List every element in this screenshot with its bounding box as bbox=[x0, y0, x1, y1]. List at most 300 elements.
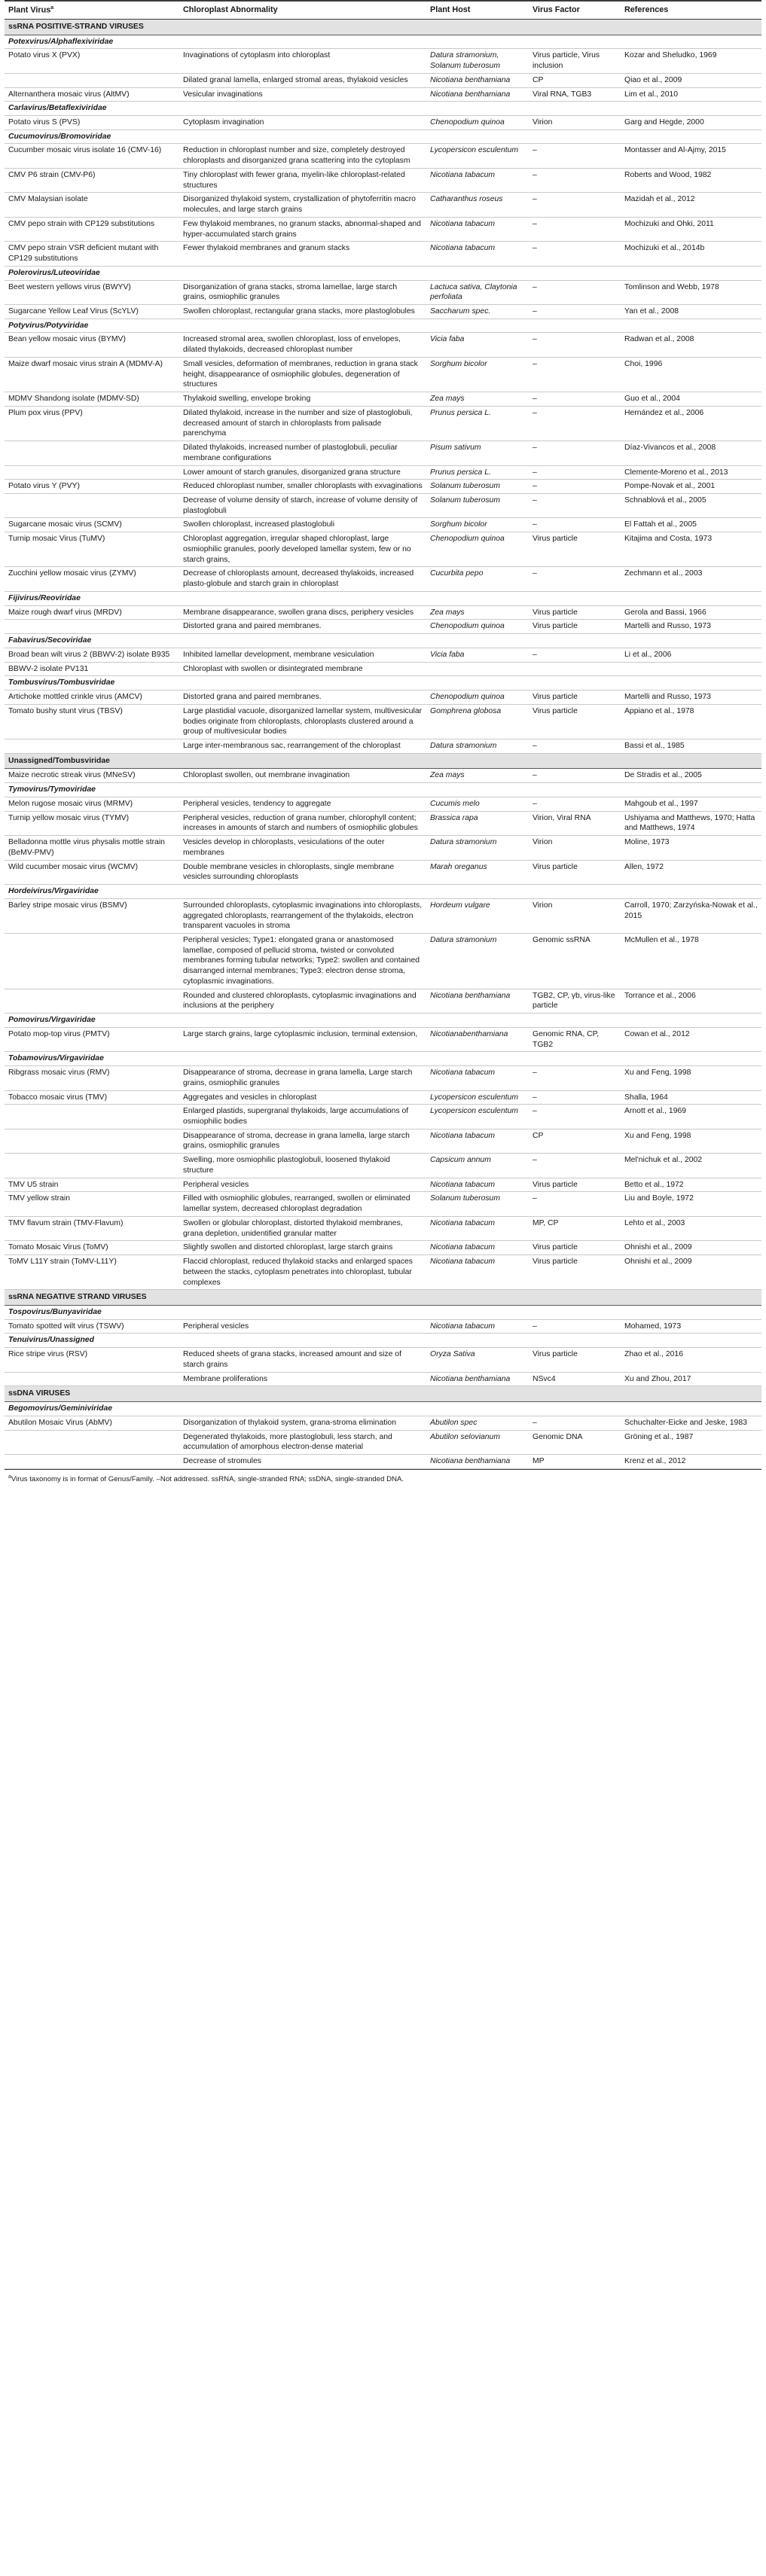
plant-virus-cell: Zucchini yellow mosaic virus (ZYMV) bbox=[5, 567, 179, 591]
reference-cell: Xu and Feng, 1998 bbox=[621, 1129, 761, 1153]
plant-host-cell: Lycopersicon esculentum bbox=[426, 144, 529, 168]
plant-host-cell: Nicotiana benthamiana bbox=[426, 73, 529, 87]
plant-host-cell: Prunus persica L. bbox=[426, 465, 529, 480]
plant-host-cell bbox=[426, 662, 529, 676]
family-label: Fabavirus/Secoviridae bbox=[5, 634, 761, 648]
reference-cell: Guo et al., 2004 bbox=[621, 392, 761, 407]
virus-factor-cell: – bbox=[529, 769, 621, 783]
table-row bbox=[5, 305, 761, 319]
reference-cell: Mahgoub et al., 1997 bbox=[621, 797, 761, 811]
plant-virus-cell bbox=[5, 494, 179, 518]
family-label: Tenuivirus/Unassigned bbox=[5, 1334, 761, 1348]
reference-cell: Díaz-Vivancos et al., 2008 bbox=[621, 441, 761, 465]
chloroplast-abnormality-cell: Swollen chloroplast, rectangular grana stacks, more plastoglobules bbox=[179, 305, 426, 319]
plant-host-cell: Nicotiana tabacum bbox=[426, 1066, 529, 1090]
plant-virus-cell bbox=[5, 620, 179, 634]
plant-host-cell: Prunus persica L. bbox=[426, 406, 529, 441]
plant-virus-cell bbox=[5, 1105, 179, 1129]
chloroplast-abnormality-cell: Reduced sheets of grana stacks, increased amount and size of starch grains bbox=[179, 1348, 426, 1372]
table-row bbox=[5, 441, 761, 465]
virus-factor-cell: Genomic DNA bbox=[529, 1430, 621, 1454]
plant-virus-cell: Alternanthera mosaic virus (AltMV) bbox=[5, 87, 179, 102]
reference-cell: Arnott et al., 1969 bbox=[621, 1105, 761, 1129]
reference-cell: Mochizuki et al., 2014b bbox=[621, 242, 761, 266]
plant-host-cell: Cucurbita pepo bbox=[426, 567, 529, 591]
plant-host-cell: Lycopersicon esculentum bbox=[426, 1105, 529, 1129]
plant-host-cell: Nicotiana tabacum bbox=[426, 1241, 529, 1255]
chloroplast-abnormality-cell: Cytoplasm invagination bbox=[179, 115, 426, 130]
virus-factor-cell: – bbox=[529, 357, 621, 392]
table-row bbox=[5, 605, 761, 620]
table-row bbox=[5, 739, 761, 753]
plant-virus-cell bbox=[5, 73, 179, 87]
chloroplast-abnormality-cell: Double membrane vesicles in chloroplasts, single membrane vesicles surrounding chloroplasts bbox=[179, 860, 426, 884]
reference-cell: Xu and Zhou, 2017 bbox=[621, 1372, 761, 1386]
plant-host-cell: Nicotiana benthamiana bbox=[426, 1372, 529, 1386]
table-row bbox=[5, 860, 761, 884]
chloroplast-abnormality-cell: Reduced chloroplast number, smaller chloroplasts with exvaginations bbox=[179, 480, 426, 494]
table-row bbox=[5, 1178, 761, 1192]
reference-cell: Appiano et al., 1978 bbox=[621, 704, 761, 739]
plant-virus-cell bbox=[5, 465, 179, 480]
plant-host-cell: Datura stramonium bbox=[426, 933, 529, 989]
plant-virus-cell: Sugarcane Yellow Leaf Virus (ScYLV) bbox=[5, 305, 179, 319]
plant-virus-cell: CMV Malaysian isolate bbox=[5, 193, 179, 217]
virus-factor-cell: Virus particle bbox=[529, 690, 621, 705]
plant-host-cell: Chenopodium quinoa bbox=[426, 115, 529, 130]
reference-cell: Ohnishi et al., 2009 bbox=[621, 1241, 761, 1255]
virus-factor-cell: – bbox=[529, 1154, 621, 1178]
virus-factor-cell: – bbox=[529, 1192, 621, 1216]
chloroplast-abnormality-cell: Aggregates and vesicles in chloroplast bbox=[179, 1090, 426, 1105]
plant-virus-cell: TMV yellow strain bbox=[5, 1192, 179, 1216]
plant-host-cell: Nicotiana benthamiana bbox=[426, 989, 529, 1013]
reference-cell: Mohamed, 1973 bbox=[621, 1319, 761, 1334]
reference-cell: Schuchalter-Eicke and Jeske, 1983 bbox=[621, 1416, 761, 1430]
virus-factor-cell: TGB2, CP, γb, virus-like particle bbox=[529, 989, 621, 1013]
reference-cell: Liu and Boyle, 1972 bbox=[621, 1192, 761, 1216]
reference-cell: Allen, 1972 bbox=[621, 860, 761, 884]
table-row bbox=[5, 532, 761, 567]
plant-virus-cell: Beet western yellows virus (BWYV) bbox=[5, 280, 179, 304]
virus-factor-cell: Virion bbox=[529, 898, 621, 933]
reference-cell: Zechmann et al., 2003 bbox=[621, 567, 761, 591]
virus-factor-cell: Virus particle bbox=[529, 605, 621, 620]
plant-host-cell: Datura stramonium bbox=[426, 739, 529, 753]
plant-virus-cell: CMV pepo strain with CP129 substitutions bbox=[5, 217, 179, 241]
reference-cell: Betto et al., 1972 bbox=[621, 1178, 761, 1192]
reference-cell: Gröning et al., 1987 bbox=[621, 1430, 761, 1454]
virus-factor-cell: Genomic RNA, CP, TGB2 bbox=[529, 1027, 621, 1051]
table-row bbox=[5, 1027, 761, 1051]
chloroplast-abnormality-cell: Disorganization of grana stacks, stroma lamellae, large starch grains, osmiophilic granules bbox=[179, 280, 426, 304]
header-plant-host: Plant Host bbox=[426, 1, 529, 19]
table-row bbox=[5, 797, 761, 811]
plant-host-cell: Solanum tuberosum bbox=[426, 1192, 529, 1216]
reference-cell bbox=[621, 662, 761, 676]
virus-factor-cell: – bbox=[529, 494, 621, 518]
chloroplast-abnormality-cell: Chloroplast swollen, out membrane invagination bbox=[179, 769, 426, 783]
virus-factor-cell: – bbox=[529, 168, 621, 192]
category-label: ssRNA NEGATIVE STRAND VIRUSES bbox=[5, 1290, 761, 1306]
reference-cell: Tomlinson and Webb, 1978 bbox=[621, 280, 761, 304]
header-references: References bbox=[621, 1, 761, 19]
chloroplast-abnormality-cell: Enlarged plastids, supergranal thylakoids, large accumulations of osmiophilic bodies bbox=[179, 1105, 426, 1129]
reference-cell: Mazidah et al., 2012 bbox=[621, 193, 761, 217]
family-row bbox=[5, 130, 761, 144]
plant-host-cell: Nicotiana tabacum bbox=[426, 1319, 529, 1334]
plant-host-cell: Datura stramonium bbox=[426, 836, 529, 860]
reference-cell: Cowan et al., 2012 bbox=[621, 1027, 761, 1051]
plant-virus-cell: Cucumber mosaic virus isolate 16 (CMV-16) bbox=[5, 144, 179, 168]
table-row bbox=[5, 769, 761, 783]
virus-factor-cell: – bbox=[529, 465, 621, 480]
table-row bbox=[5, 144, 761, 168]
plant-virus-cell: ToMV L11Y strain (ToMV-L11Y) bbox=[5, 1255, 179, 1290]
plant-host-cell: Marah oreganus bbox=[426, 860, 529, 884]
reference-cell: Kozar and Sheludko, 1969 bbox=[621, 49, 761, 73]
chloroplast-abnormality-cell: Dilated thylakoids, increased number of plastoglobuli, peculiar membrane configurations bbox=[179, 441, 426, 465]
chloroplast-abnormality-cell: Peripheral vesicles; Type1: elongated grana or anastomosed lamellae, composed of pellucid stroma, twisted or convoluted membranes forming tubular networks; Type2: swollen and contained disarranged internal membranes; Type3: electron dense stroma, cytoplasmic invaginations. bbox=[179, 933, 426, 989]
reference-cell: De Stradis et al., 2005 bbox=[621, 769, 761, 783]
header-chloroplast-abnormality: Chloroplast Abnormality bbox=[179, 1, 426, 19]
chloroplast-abnormality-cell: Large inter-membranous sac, rearrangement of the chloroplast bbox=[179, 739, 426, 753]
plant-host-cell: Capsicum annum bbox=[426, 1154, 529, 1178]
virus-factor-cell: MP bbox=[529, 1455, 621, 1469]
virus-factor-cell: CP bbox=[529, 1129, 621, 1153]
category-row bbox=[5, 753, 761, 769]
reference-cell: Gerola and Bassi, 1966 bbox=[621, 605, 761, 620]
plant-host-cell: Gomphrena globosa bbox=[426, 704, 529, 739]
reference-cell: Bassi et al., 1985 bbox=[621, 739, 761, 753]
plant-virus-cell: Tomato Mosaic Virus (ToMV) bbox=[5, 1241, 179, 1255]
chloroplast-abnormality-cell: Inhibited lamellar development, membrane vesiculation bbox=[179, 648, 426, 662]
reference-cell: Moline, 1973 bbox=[621, 836, 761, 860]
family-row bbox=[5, 35, 761, 49]
virus-factor-cell: Virus particle bbox=[529, 532, 621, 567]
virus-factor-cell: – bbox=[529, 441, 621, 465]
table-row bbox=[5, 662, 761, 676]
plant-host-cell: Nicotiana benthamiana bbox=[426, 1455, 529, 1469]
virus-factor-cell: Virion bbox=[529, 836, 621, 860]
reference-cell: Lehto et al., 2003 bbox=[621, 1216, 761, 1240]
plant-virus-cell bbox=[5, 1372, 179, 1386]
chloroplast-abnormality-cell: Invaginations of cytoplasm into chloroplast bbox=[179, 49, 426, 73]
table-row bbox=[5, 406, 761, 441]
plant-host-cell: Hordeum vulgare bbox=[426, 898, 529, 933]
family-label: Potyvirus/Potyviridae bbox=[5, 319, 761, 333]
plant-host-cell: Saccharum spec. bbox=[426, 305, 529, 319]
plant-host-cell: Vicia faba bbox=[426, 333, 529, 357]
plant-virus-cell: Plum pox virus (PPV) bbox=[5, 406, 179, 441]
plant-virus-cell: Maize dwarf mosaic virus strain A (MDMV-A) bbox=[5, 357, 179, 392]
reference-cell: Ohnishi et al., 2009 bbox=[621, 1255, 761, 1290]
plant-virus-cell bbox=[5, 989, 179, 1013]
virus-factor-cell: Viral RNA, TGB3 bbox=[529, 87, 621, 102]
table-row bbox=[5, 193, 761, 217]
virus-factor-cell: – bbox=[529, 392, 621, 407]
plant-host-cell: Nicotiana tabacum bbox=[426, 1255, 529, 1290]
plant-virus-cell: TMV U5 strain bbox=[5, 1178, 179, 1192]
table-row bbox=[5, 648, 761, 662]
category-row bbox=[5, 1386, 761, 1402]
chloroplast-abnormality-cell: Reduction in chloroplast number and size, completely destroyed chloroplasts and disorganized grana scattering into the cytoplasm bbox=[179, 144, 426, 168]
table-row bbox=[5, 280, 761, 304]
plant-virus-cell: Abutilon Mosaic Virus (AbMV) bbox=[5, 1416, 179, 1430]
virus-factor-cell: – bbox=[529, 1416, 621, 1430]
plant-host-cell: Catharanthus roseus bbox=[426, 193, 529, 217]
reference-cell: Martelli and Russo, 1973 bbox=[621, 620, 761, 634]
chloroplast-abnormality-cell: Chloroplast aggregation, irregular shaped chloroplast, large osmiophilic granules, poorly developed lamellar system, few or no starch grains, bbox=[179, 532, 426, 567]
chloroplast-abnormality-cell: Vesicular invaginations bbox=[179, 87, 426, 102]
reference-cell: Torrance et al., 2006 bbox=[621, 989, 761, 1013]
plant-virus-cell bbox=[5, 1129, 179, 1153]
virus-factor-cell: NSvc4 bbox=[529, 1372, 621, 1386]
plant-host-cell: Nicotiana tabacum bbox=[426, 242, 529, 266]
family-label: Pomovirus/Virgaviridae bbox=[5, 1014, 761, 1028]
chloroplast-abnormality-cell: Increased stromal area, swollen chloroplast, loss of envelopes, dilated thylakoids, decreased chloroplast number bbox=[179, 333, 426, 357]
virus-factor-cell: – bbox=[529, 305, 621, 319]
virus-factor-cell: – bbox=[529, 1066, 621, 1090]
virus-factor-cell: – bbox=[529, 648, 621, 662]
virus-factor-cell: Virus particle bbox=[529, 704, 621, 739]
plant-virus-cell: Broad bean wilt virus 2 (BBWV-2) isolate B935 bbox=[5, 648, 179, 662]
category-row bbox=[5, 1290, 761, 1306]
plant-virus-cell: Tomato spotted wilt virus (TSWV) bbox=[5, 1319, 179, 1334]
table-row bbox=[5, 836, 761, 860]
plant-virus-cell bbox=[5, 441, 179, 465]
chloroplast-abnormality-cell: Decrease of volume density of starch, increase of volume density of plastoglobuli bbox=[179, 494, 426, 518]
table-row bbox=[5, 1105, 761, 1129]
plant-virus-cell: Bean yellow mosaic virus (BYMV) bbox=[5, 333, 179, 357]
table-row bbox=[5, 217, 761, 241]
family-row bbox=[5, 1052, 761, 1066]
reference-cell: Choi, 1996 bbox=[621, 357, 761, 392]
table-row bbox=[5, 392, 761, 407]
family-label: Hordeivirus/Virgaviridae bbox=[5, 885, 761, 899]
family-label: Cucumovirus/Bromoviridae bbox=[5, 130, 761, 144]
plant-virus-cell bbox=[5, 933, 179, 989]
table-row bbox=[5, 1416, 761, 1430]
table-row bbox=[5, 989, 761, 1013]
chloroplast-abnormality-cell: Peripheral vesicles, tendency to aggregate bbox=[179, 797, 426, 811]
header-plant-virus: Plant Virus$^a$ bbox=[5, 1, 179, 19]
table-row bbox=[5, 1455, 761, 1469]
plant-virus-cell: Rice stripe virus (RSV) bbox=[5, 1348, 179, 1372]
family-row bbox=[5, 676, 761, 690]
plant-host-cell: Chenopodium quinoa bbox=[426, 532, 529, 567]
virus-factor-cell: Virus particle bbox=[529, 1348, 621, 1372]
family-label: Carlavirus/Betaflexiviridae bbox=[5, 102, 761, 116]
chloroplast-abnormality-cell: Dilated granal lamella, enlarged stromal areas, thylakoid vesicles bbox=[179, 73, 426, 87]
reference-cell: Mochizuki and Ohki, 2011 bbox=[621, 217, 761, 241]
chloroplast-abnormality-cell: Vesicles develop in chloroplasts, vesiculations of the outer membranes bbox=[179, 836, 426, 860]
virus-factor-cell: Virus particle bbox=[529, 620, 621, 634]
plant-virus-cell: MDMV Shandong isolate (MDMV-SD) bbox=[5, 392, 179, 407]
table-row bbox=[5, 465, 761, 480]
table-row bbox=[5, 1372, 761, 1386]
plant-virus-cell: Sugarcane mosaic virus (SCMV) bbox=[5, 518, 179, 532]
table-row bbox=[5, 1129, 761, 1153]
family-row bbox=[5, 591, 761, 605]
chloroplast-abnormality-cell: Filled with osmiophilic globules, rearranged, swollen or eliminated lamellar system, decreased chloroplast degradation bbox=[179, 1192, 426, 1216]
category-label: ssDNA VIRUSES bbox=[5, 1386, 761, 1402]
table-row bbox=[5, 620, 761, 634]
table-row bbox=[5, 1319, 761, 1334]
chloroplast-abnormality-cell: Disorganization of thylakoid system, grana-stroma elimination bbox=[179, 1416, 426, 1430]
virus-factor-cell: – bbox=[529, 217, 621, 241]
plant-virus-cell: Potato virus S (PVS) bbox=[5, 115, 179, 130]
plant-virus-cell: CMV pepo strain VSR deficient mutant with CP129 substitutions bbox=[5, 242, 179, 266]
reference-cell: Zhao et al., 2016 bbox=[621, 1348, 761, 1372]
plant-host-cell: Abutilon spec bbox=[426, 1416, 529, 1430]
virus-factor-cell: Virus particle bbox=[529, 860, 621, 884]
family-row bbox=[5, 634, 761, 648]
plant-virus-cell: Potato virus X (PVX) bbox=[5, 49, 179, 73]
plant-virus-cell bbox=[5, 739, 179, 753]
plant-host-cell: Vicia faba bbox=[426, 648, 529, 662]
chloroplast-abnormality-cell: Disappearance of stroma, decrease in grana lamella, Large starch grains, osmiophilic granules bbox=[179, 1066, 426, 1090]
chloroplast-abnormality-cell: Surrounded chloroplasts, cytoplasmic invaginations into chloroplasts, aggregated chloroplasts, rearrangement of the thylakoids, electron transparent vacuoles in stroma bbox=[179, 898, 426, 933]
chloroplast-abnormality-cell: Peripheral vesicles bbox=[179, 1319, 426, 1334]
family-row bbox=[5, 1334, 761, 1348]
reference-cell: Qiao et al., 2009 bbox=[621, 73, 761, 87]
table-footnote: $^a$Virus taxonomy is in format of Genus/Family. –Not addressed. ssRNA, single-stranded RNA; ssDNA, single-stranded DNA. bbox=[5, 1469, 761, 1488]
reference-cell: Mel'nichuk et al., 2002 bbox=[621, 1154, 761, 1178]
virus-factor-cell: Virus particle bbox=[529, 1178, 621, 1192]
chloroplast-abnormality-cell: Swollen or globular chloroplast, distorted thylakoid membranes, grana depletion, unidentified granular matter bbox=[179, 1216, 426, 1240]
virus-factor-cell: – bbox=[529, 518, 621, 532]
virus-factor-cell: – bbox=[529, 1105, 621, 1129]
virus-factor-cell: – bbox=[529, 333, 621, 357]
plant-host-cell: Lactuca sativa, Claytonia perfoliata bbox=[426, 280, 529, 304]
virus-factor-cell: – bbox=[529, 797, 621, 811]
table-row bbox=[5, 898, 761, 933]
plant-virus-cell: Potato virus Y (PVY) bbox=[5, 480, 179, 494]
reference-cell: Pompe-Novak et al., 2001 bbox=[621, 480, 761, 494]
plant-virus-cell bbox=[5, 1455, 179, 1469]
plant-host-cell: Pisum sativum bbox=[426, 441, 529, 465]
chloroplast-abnormality-cell: Peripheral vesicles, reduction of grana number, chlorophyll content; increases in amounts of starch and numbers of osmiophilic globules bbox=[179, 811, 426, 835]
table-row bbox=[5, 1241, 761, 1255]
chloroplast-abnormality-cell: Lower amount of starch granules, disorganized grana structure bbox=[179, 465, 426, 480]
reference-cell: Roberts and Wood, 1982 bbox=[621, 168, 761, 192]
plant-host-cell: Datura stramonium, Solanum tuberosum bbox=[426, 49, 529, 73]
table-row bbox=[5, 567, 761, 591]
table-row bbox=[5, 811, 761, 835]
family-label: Tymovirus/Tymoviridae bbox=[5, 783, 761, 797]
virus-factor-cell: Virus particle, Virus inclusion bbox=[529, 49, 621, 73]
virus-factor-cell: Genomic ssRNA bbox=[529, 933, 621, 989]
chloroplast-abnormality-cell: Degenerated thylakoids, more plastoglobuli, less starch, and accumulation of amorphous electron-dense material bbox=[179, 1430, 426, 1454]
table-row bbox=[5, 1192, 761, 1216]
plant-virus-cell: Maize rough dwarf virus (MRDV) bbox=[5, 605, 179, 620]
category-row bbox=[5, 19, 761, 35]
virus-chloroplast-table bbox=[5, 0, 761, 1469]
family-row bbox=[5, 266, 761, 280]
chloroplast-abnormality-cell: Few thylakoid membranes, no granum stacks, abnormal-shaped and hyper-accumulated starch grains bbox=[179, 217, 426, 241]
plant-virus-cell: Melon rugose mosaic virus (MRMV) bbox=[5, 797, 179, 811]
plant-host-cell: Nicotiana tabacum bbox=[426, 1216, 529, 1240]
plant-host-cell: Nicotianabenthamiana bbox=[426, 1027, 529, 1051]
table-row bbox=[5, 1216, 761, 1240]
chloroplast-abnormality-cell: Slightly swollen and distorted chloroplast, large starch grains bbox=[179, 1241, 426, 1255]
virus-factor-cell: Virion bbox=[529, 115, 621, 130]
virus-factor-cell: – bbox=[529, 280, 621, 304]
plant-host-cell: Lycopersicon esculentum bbox=[426, 1090, 529, 1105]
virus-factor-cell: – bbox=[529, 480, 621, 494]
virus-factor-cell bbox=[529, 662, 621, 676]
table-row bbox=[5, 73, 761, 87]
chloroplast-abnormality-cell: Distorted grana and paired membranes. bbox=[179, 690, 426, 705]
chloroplast-abnormality-cell: Fewer thylakoid membranes and granum stacks bbox=[179, 242, 426, 266]
plant-host-cell: Oryza Sativa bbox=[426, 1348, 529, 1372]
table-row bbox=[5, 518, 761, 532]
virus-factor-cell: Virus particle bbox=[529, 1255, 621, 1290]
chloroplast-abnormality-cell: Peripheral vesicles bbox=[179, 1178, 426, 1192]
plant-host-cell: Nicotiana tabacum bbox=[426, 168, 529, 192]
plant-host-cell: Sorghum bicolor bbox=[426, 357, 529, 392]
plant-virus-cell: Wild cucumber mosaic virus (WCMV) bbox=[5, 860, 179, 884]
chloroplast-abnormality-cell: Membrane proliferations bbox=[179, 1372, 426, 1386]
plant-virus-cell: BBWV-2 isolate PV131 bbox=[5, 662, 179, 676]
table-row bbox=[5, 87, 761, 102]
virus-factor-cell: – bbox=[529, 193, 621, 217]
table-row bbox=[5, 1348, 761, 1372]
virus-factor-cell: – bbox=[529, 567, 621, 591]
plant-virus-cell: Turnip mosaic Virus (TuMV) bbox=[5, 532, 179, 567]
table-row bbox=[5, 1255, 761, 1290]
family-label: Fijivirus/Reoviridae bbox=[5, 591, 761, 605]
plant-host-cell: Solanum tuberosum bbox=[426, 494, 529, 518]
family-label: Tospovirus/Bunyaviridae bbox=[5, 1306, 761, 1320]
family-label: Tobamovirus/Virgaviridae bbox=[5, 1052, 761, 1066]
virus-factor-cell: – bbox=[529, 739, 621, 753]
chloroplast-abnormality-cell: Dilated thylakoid, increase in the number and size of plastoglobuli, decreased amount of starch in chloroplasts from palisade parenchyma bbox=[179, 406, 426, 441]
plant-host-cell: Solanum tuberosum bbox=[426, 480, 529, 494]
chloroplast-abnormality-cell: Disappearance of stroma, decrease in grana lamella, large starch grains, osmiophilic granules bbox=[179, 1129, 426, 1153]
plant-host-cell: Abutilon selovianum bbox=[426, 1430, 529, 1454]
reference-cell: Ushiyama and Matthews, 1970; Hatta and Matthews, 1974 bbox=[621, 811, 761, 835]
table-row bbox=[5, 1154, 761, 1178]
plant-virus-cell: Belladonna mottle virus physalis mottle strain (BeMV-PMV) bbox=[5, 836, 179, 860]
plant-virus-cell bbox=[5, 1154, 179, 1178]
chloroplast-abnormality-cell: Small vesicles, deformation of membranes, reduction in grana stack height, disappearance of osmiophilic globules, degeneration of structures bbox=[179, 357, 426, 392]
table-row bbox=[5, 333, 761, 357]
table-row bbox=[5, 494, 761, 518]
reference-cell: Radwan et al., 2008 bbox=[621, 333, 761, 357]
chloroplast-abnormality-cell: Thylakoid swelling, envelope broking bbox=[179, 392, 426, 407]
chloroplast-abnormality-cell: Decrease of chloroplasts amount, decreased thylakoids, increased plasto-globule and starch grain in chloroplast bbox=[179, 567, 426, 591]
table-row bbox=[5, 933, 761, 989]
plant-host-cell: Chenopodium quinoa bbox=[426, 620, 529, 634]
reference-cell: Carroll, 1970; Zarzyńska-Nowak et al., 2015 bbox=[621, 898, 761, 933]
reference-cell: Martelli and Russo, 1973 bbox=[621, 690, 761, 705]
chloroplast-abnormality-cell: Chloroplast with swollen or disintegrated membrane bbox=[179, 662, 426, 676]
plant-virus-cell: Tobacco mosaic virus (TMV) bbox=[5, 1090, 179, 1105]
chloroplast-abnormality-cell: Distorted grana and paired membranes. bbox=[179, 620, 426, 634]
category-label: Unassigned/Tombusviridae bbox=[5, 753, 761, 769]
table-row bbox=[5, 480, 761, 494]
plant-virus-cell: Turnip yellow mosaic virus (TYMV) bbox=[5, 811, 179, 835]
chloroplast-abnormality-cell: Tiny chloroplast with fewer grana, myelin-like chloroplast-related structures bbox=[179, 168, 426, 192]
virus-factor-cell: CP bbox=[529, 73, 621, 87]
family-label: Begomovirus/Geminiviridae bbox=[5, 1402, 761, 1416]
chloroplast-abnormality-cell: Large plastidial vacuole, disorganized lamellar system, multivesicular bodies originate from chloroplasts, chloroplasts clustered around a group of multivesicular bodies bbox=[179, 704, 426, 739]
plant-virus-cell: CMV P6 strain (CMV-P6) bbox=[5, 168, 179, 192]
plant-virus-cell bbox=[5, 1430, 179, 1454]
virus-factor-cell: – bbox=[529, 144, 621, 168]
